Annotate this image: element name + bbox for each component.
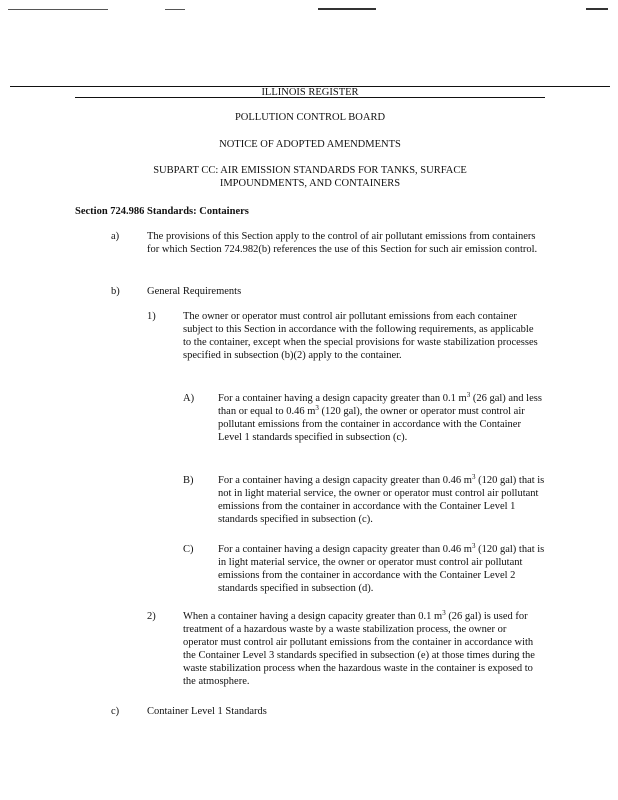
section-heading: Section 724.986 Standards: Containers — [75, 206, 249, 217]
scan-mark — [8, 9, 108, 10]
paragraph-a: The provisions of this Section apply to the control of air pollutant emissions from containers for which Section 724.982(b) references the use of this Section for such air emission control. — [147, 231, 538, 255]
register-title: ILLINOIS REGISTER — [261, 87, 359, 98]
label-b2: 2) — [147, 611, 156, 622]
board-title: POLLUTION CONTROL BOARD — [234, 112, 386, 123]
label-C: C) — [183, 544, 194, 555]
subpart-line-1: SUBPART CC: AIR EMISSION STANDARDS FOR TANKS, SURFACE — [153, 165, 467, 176]
subpart-line-2: IMPOUNDMENTS, AND CONTAINERS — [219, 178, 401, 189]
paragraph-C: For a container having a design capacity greater than 0.46 $m^3$ (120 gal) that is in light material service, the owner or operator must control air pollutant emissions from the container in accordance with the Container Level 2 standards specified in subsection (d). — [218, 542, 545, 594]
label-B: B) — [183, 475, 194, 486]
paragraph-b-heading: General Requirements — [147, 286, 242, 297]
label-b: b) — [111, 286, 120, 297]
label-b1: 1) — [147, 311, 156, 322]
scan-mark — [165, 9, 185, 10]
paragraph-b1: The owner or operator must control air pollutant emissions from each container subject to this Section in accordance with the following requirements, as applicable to the container, except when the special provisions for waste stabilization processes specified in subsection (b)(2) apply to the container. — [183, 311, 538, 361]
paragraph-b2: When a container having a design capacity greater than 0.1 $m^3$ (26 gal) is used for treatment of a hazardous waste by a waste stabilization process, the owner or operator must control air pollutant emissions from the container in accordance with the Container Level 3 standards specified in subsection (e) at those times during the waste stabilization process when the hazardous waste in the container is exposed to the atmosphere. — [183, 609, 535, 687]
notice-title: NOTICE OF ADOPTED AMENDMENTS — [219, 139, 401, 150]
label-c: c) — [111, 706, 120, 717]
label-A: A) — [183, 393, 195, 404]
paragraph-A: For a container having a design capacity greater than 0.1 $m^3$ (26 gal) and less than or equal to 0.46 $m^3$ (120 gal), the owner or operator must control air pollutant emissions from the container in accordance with the Container Level 1 standards specified in subsection (c). — [218, 391, 542, 443]
paragraph-B: For a container having a design capacity greater than 0.46 $m^3$ (120 gal) that is not in light material service, the owner or operator must control air pollutant emissions from the container in accordance with the Container Level 1 standards specified in subsection (c). — [218, 473, 545, 525]
label-a: a) — [111, 231, 120, 242]
subpart-title — [60, 164, 560, 190]
scan-mark — [318, 8, 376, 10]
scan-mark — [586, 8, 608, 10]
paragraph-c-heading: Container Level 1 Standards — [147, 706, 267, 717]
